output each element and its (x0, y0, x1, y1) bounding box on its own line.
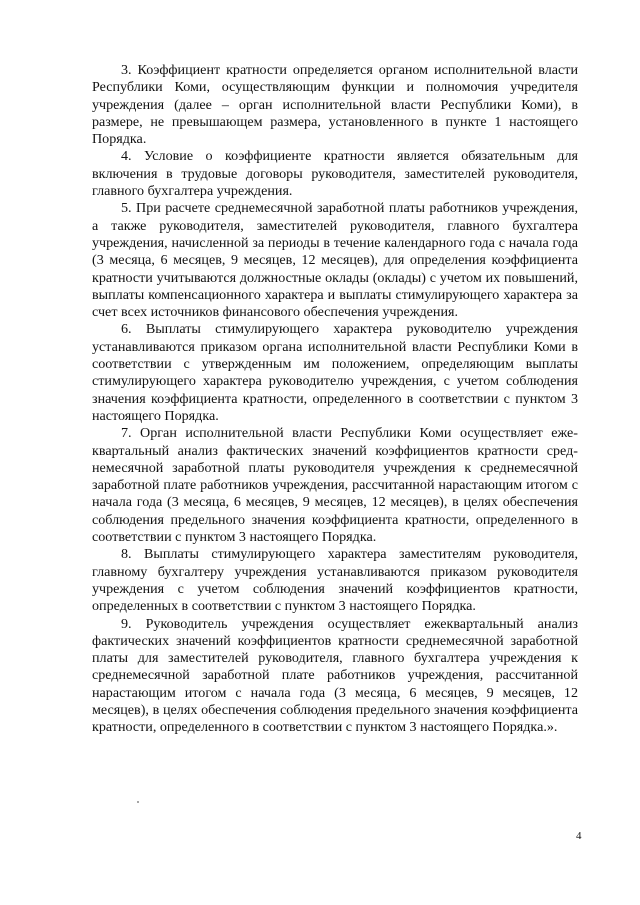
paragraph-6: 6. Выплаты стимулирующего характера руководителю учреждения устанавливаются приказом органа исполнительной власти Республики Коми в соответствии с утвержденным им положением, определяющим выплаты стимулирующего характера руководителю учреждения, с учетом соблюдения значения коэффициента кратности, определенного в соответствии с пунктом 3 настоящего Порядка. (92, 321, 578, 424)
document-body (92, 62, 578, 737)
page-number: 4 (576, 830, 582, 842)
scan-speck (137, 801, 139, 803)
paragraph-9: 9. Руководитель учреждения осуществляет ежеквартальный анализ фактических значений коэффициентов кратности среднемесячной заработной платы для заместителей руководителя, главного бухгалтера учреждения к среднемесячной заработной плате работников учреждения, рассчитанной нарастающим итогом с начала года (3 месяца, 6 месяцев, 9 месяцев, 12 месяцев), в целях обеспечения соблюдения предельного значения коэффициента кратности, определенного в соответствии с пунктом 3 настоящего Порядка.». (92, 615, 578, 736)
paragraph-8: 8. Выплаты стимулирующего характера заместителям руководителя, главному бухгалтеру учреждения устанавливаются приказом руководителя учреждения с учетом соблюдения значений коэффициентов кратности, определенных в соответствии с пунктом 3 настоящего Порядка. (92, 546, 578, 615)
paragraph-7: 7. Орган исполнительной власти Республики Коми осуществляет ежеквартальный анализ фактических значений коэффициентов кратности среднемесячной заработной платы руководителя учреждения к среднемесячной заработной плате работников учреждения, рассчитанной нарастающим итогом с начала года (3 месяца, 6 месяцев, 9 месяцев, 12 месяцев), в целях обеспечения соблюдения предельного значения коэффициента кратности, определенного в соответствии с пунктом 3 настоящего Порядка. (92, 425, 578, 546)
paragraph-3: 3. Коэффициент кратности определяется органом исполнительной власти Республики Коми, осуществляющим функции и полномочия учредителя учреждения (далее – орган исполнительной власти Республики Коми), в размере, не превышающем размера, установленного в пункте 1 настоящего Порядка. (92, 62, 578, 148)
paragraph-4: 4. Условие о коэффициенте кратности является обязательным для включения в трудовые договоры руководителя, заместителей руководителя, главного бухгалтера учреждения. (92, 148, 578, 200)
paragraph-5: 5. При расчете среднемесячной заработной платы работников учреждения, а также руководителя, заместителей руководителя, главного бухгалтера учреждения, начисленной за периоды в течение календарного года с начала года (3 месяца, 6 месяцев, 9 месяцев, 12 месяцев), для определения коэффициента кратности учитываются должностные оклады (оклады) с учетом их повышений, выплаты компенсационного характера и выплаты стимулирующего характера за счет всех источников финансового обеспечения учреждения. (92, 200, 578, 321)
